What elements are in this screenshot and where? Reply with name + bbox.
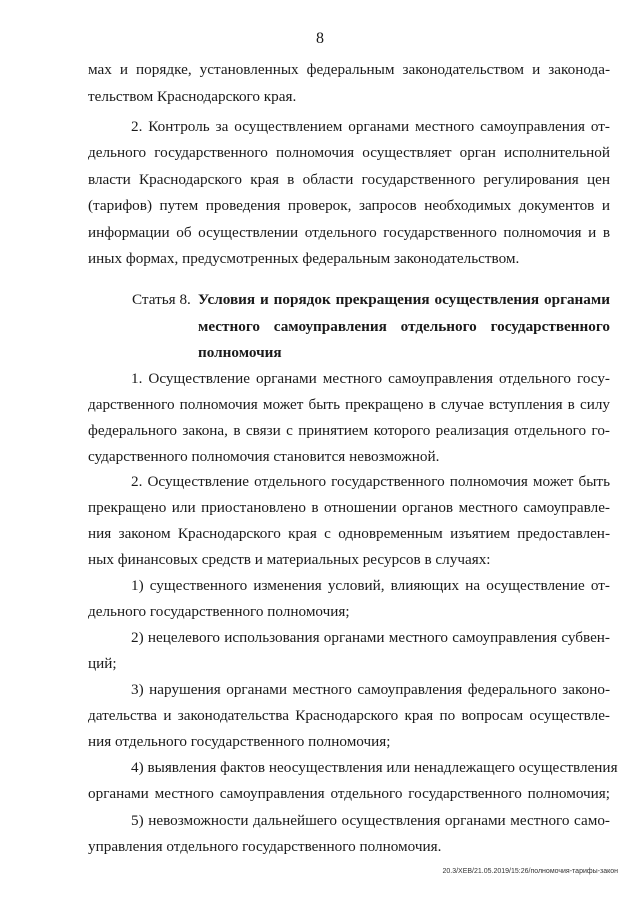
text-line: 2. Контроль за осуществлением органами местного самоуправления от- <box>131 118 610 135</box>
page-number: 8 <box>316 30 324 47</box>
text-line: федерального закона, в связи с принятием которого реализация отдельного го- <box>88 422 610 439</box>
document-reference: 20.3/ХЕВ/21.05.2019/15:26/полномочия-тарифы-закон <box>442 868 618 875</box>
text-line: дательства и законодательства Краснодарского края по вопросам осуществле- <box>88 707 610 724</box>
text-line: (тарифов) путем проведения проверок, запросов необходимых документов и <box>88 197 610 214</box>
text-line: тельством Краснодарского края. <box>88 88 297 105</box>
text-line: сударственного полномочия становится невозможной. <box>88 448 440 465</box>
text-line: 1) существенного изменения условий, влияющих на осуществление от- <box>131 577 610 594</box>
text-line: 3) нарушения органами местного самоуправления федерального законо- <box>131 681 610 698</box>
text-line: 5) невозможности дальнейшего осуществления органами местного само- <box>131 812 610 829</box>
text-line: власти Краснодарского края в области государственного регулирования цен <box>88 171 610 188</box>
text-line: ных финансовых средств и материальных ресурсов в случаях: <box>88 551 491 568</box>
text-line: информации об осуществлении отдельного государственного полномочия и в <box>88 224 610 241</box>
text-line: 1. Осуществление органами местного самоуправления отдельного госу- <box>131 370 610 387</box>
article-label: Статья 8. <box>132 291 191 308</box>
text-line: 2) нецелевого использования органами местного самоуправления субвен- <box>131 629 610 646</box>
text-line: мах и порядке, установленных федеральным законодательством и законода- <box>88 61 610 78</box>
text-line: иных формах, предусмотренных федеральным законодательством. <box>88 250 520 267</box>
text-line: управления отдельного государственного полномочия. <box>88 838 442 855</box>
text-line: 2. Осуществление отдельного государственного полномочия может быть <box>131 473 610 490</box>
text-line: органами местного самоуправления отдельного государственного полномочия; <box>88 785 610 802</box>
text-line: ния отдельного государственного полномочия; <box>88 733 391 750</box>
article-title-line: полномочия <box>198 344 282 361</box>
text-line: 4) выявления фактов неосуществления или ненадлежащего осуществления <box>131 759 618 776</box>
text-line: ния законом Краснодарского края с одновременным изъятием предоставлен- <box>88 525 610 542</box>
text-line: прекращено или приостановлено в отношении органов местного самоуправле- <box>88 499 610 516</box>
text-line: ций; <box>88 655 117 672</box>
text-line: дельного государственного полномочия; <box>88 603 350 620</box>
text-line: дельного государственного полномочия осуществляет орган исполнительной <box>88 144 610 161</box>
article-title-line: местного самоуправления отдельного государственного <box>198 318 610 335</box>
text-line: дарственного полномочия может быть прекращено в случае вступления в силу <box>88 396 610 413</box>
article-title-line: Условия и порядок прекращения осуществления органами <box>198 291 610 308</box>
